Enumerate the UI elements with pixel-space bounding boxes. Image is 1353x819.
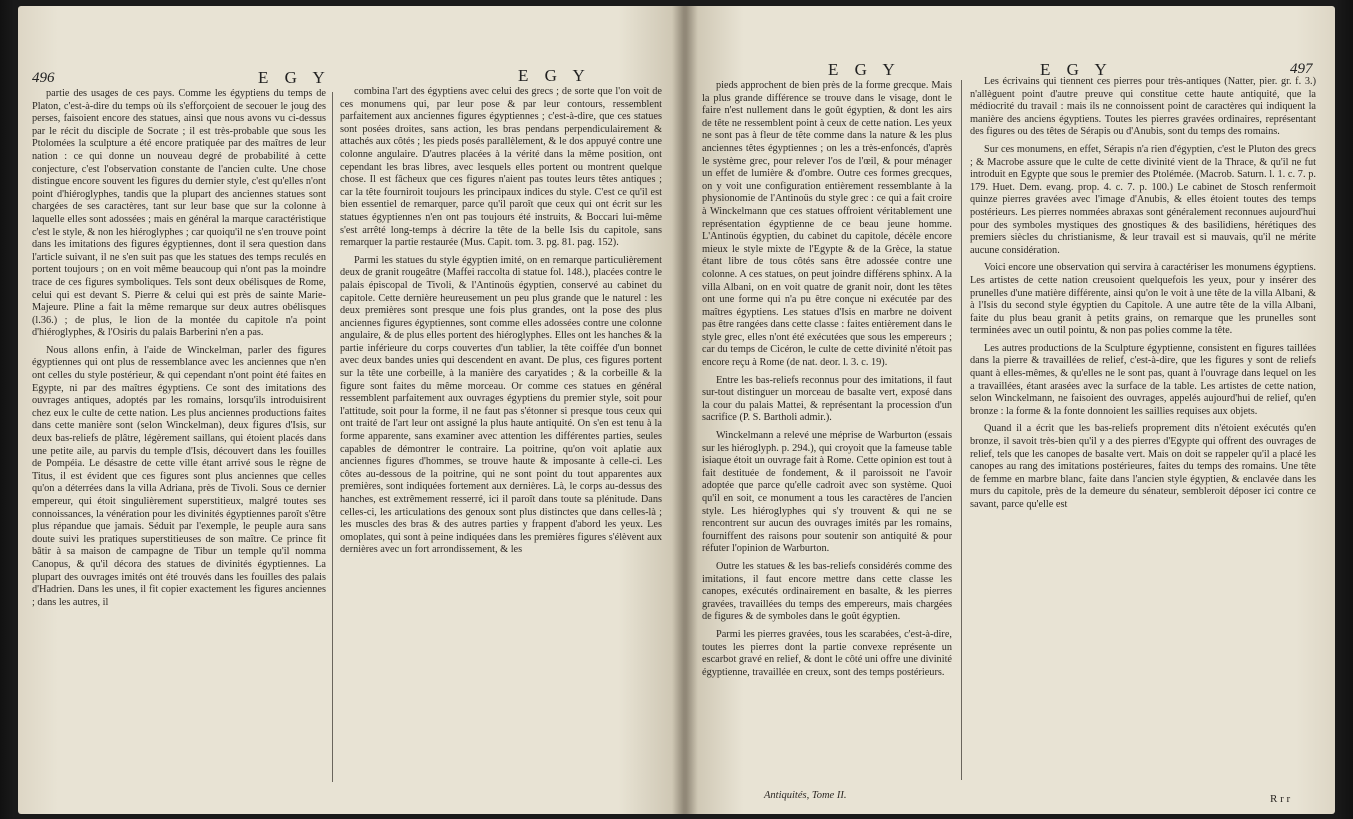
paragraph: Winckelmann a relevé une méprise de Warburton (essais sur les hiéroglyph. p. 294.), qui croyoit que la fameuse table isiaque étoit un ouvrage fait à Rome. Cette opinion est tout à fait destituée de fondement, & il paroissoit ne l'avoir adoptée que parce qu'elle cadroit avec son système. Quoi qu'il en soit, ce monument a tous les caractères de l'ancien style. Les hiéroglyphes qui s'y trouvent & qui ne se rencontrent sur aucun des ouvrages imités par les romains, fourniffent des raisons pour soutenir son antiquité & pour réfuter l'opinion de Warburton. (702, 430, 952, 555)
paragraph: Quand il a écrit que les bas-reliefs proprement dits n'étoient exécutés qu'en bronze, il savoit très-bien qu'il y a des pierres d'Egypte qui offrent des ouvrages de relief, tels que les canopes de basalte vert. Mais on doit se rappeler qu'il a placé les canopes au rang des imitations postérieures, faites du temps des romains. Une tête de femme en marbre blanc, faite dans l'ancien style égyptien, & enclavée dans les murs du capitole, près de la demeure du sénateur, sembleroit déposer ici contre ce savant, parce qu'elle est (970, 423, 1316, 510)
paragraph: Voici encore une observation qui servira à caractériser les monumens égyptiens. Les artistes de cette nation creusoient quelquefois les yeux, pour y insérer des prunelles d'une matière différente, ainsi qu'on le voit à une tête de la villa Albani, & à l'Isis du second style égyptien du Capitole. A une autre tête de la villa Albani, faite du plus beau granit à petits grains, on remarque que les prunelles sont terminées avec un outil pointu, & non pas polies comme la tête. (970, 262, 1316, 337)
column-rule (961, 80, 962, 780)
paragraph: Parmi les pierres gravées, tous les scarabées, c'est-à-dire, toutes les pierres dont la partie convexe représente un escarbot gravé en relief, & dont le côté uni offre une divinité égyptienne, travaillée en creux, sont des temps postérieurs. (702, 628, 952, 678)
paragraph: Les autres productions de la Sculpture égyptienne, consistent en figures taillées dans la pierre & travaillées de relief, c'est-à-dire, que les figures y sont de reliefs quant à elles-mêmes, & qu'elles ne le sont pas, quant à l'ouvrage dans lequel on les a travaillées, étant arasées avec la surface de la table. Les artistes de cette nation, selon Winckelmann, ne faisoient des ouvrages, appelés aujourd'hui de relief, qu'en bronze : la forme & la fonte donnoient les saillies requises aux objets. (970, 342, 1316, 417)
paragraph: Parmi les statues du style égyptien imité, on en remarque particulièrement deux de granit rougeâtre (Maffei raccolta di statue fol. 148.), placées contre le palais épiscopal de Tivoli, & l'Antinoüs égyptien, conservé au cabinet du capitole. Cette dernière heureusement un peu plus grande que le naturel : les deux premières sont presque une fois plus grandes, ont la pose des plus anciennes figures égyptiennes, sont comme elles adossées contre une colonne angulaire, & de plus elles portent des hiéroglyphes. Elles ont les hanches & la partie inférieure du corps couvertes d'un tablier, la tête coiffée d'un bonnet avec deux bandes unies qui descendent en avant. De plus, ces figures portent sur la tête une corbeille, à la manière des caryatides ; & la corbeille & la figure sont faites du même morceau. Or comme ces statues en général ressemblent parfaitement aux ouvrages égyptiens du premier style, soit pour l'attitude, soit pour la forme, il ne faut pas s'étonner si presque tous ceux qui ont traité de l'art leur ont assigné la plus haute antiquité. On s'en est tenu à la forme apparente, sans examiner avec attention les différentes parties, seules capables de démontrer le contraire. La poitrine, qu'on voit aplatie aux anciennes figures d'hommes, se trouve haute & imposante à celle-ci. Les côtes au-dessous de la poitrine, qui ne sont point du tout apparentes aux premières, sont indiquées fortement aux dernières. Là, le corps au-dessus des hanches, est extrêmement resserré, ici il paroît dans toute sa plénitude. Dans celles-ci, les articulations des genoux sont plus distinctes que dans celles-là ; les muscles des bras & des autres parties y frappent d'abord les yeux. Les omoplates, qui sont à peine indiquées dans les premières figures s'élèvent aux dernières avec un fort arrondissement, & les (340, 254, 662, 556)
right-column-2 (970, 76, 1316, 788)
left-column-2 (340, 86, 662, 786)
paragraph: pieds approchent de bien près de la forme grecque. Mais la plus grande différence se trouve dans le visage, dont le faire n'est nullement dans le goût égyptien, & dont les airs de tête ne ressemblent point à ceux de cette nation. Les yeux ne sont pas à fleur de tête comme dans la nature & les plus anciennes têtes égyptiennes ; on les a très-enfoncés, d'après le système grec, pour relever l'os de l'œil, & pour ménager un effet de lumière & d'ombre. Outre ces formes grecques, on y voit une configuration entièrement ressemblante à la physionomie de l'Antinoüs du style grec : ce qui a fait croire à Winckelmann que ces statues offroient véritablement une représentation égyptienne de ce beau jeune homme. L'Antinoüs égyptien, du cabinet du capitole, décèle encore mieux le style mixte de l'Egypte & de la Grèce, la statue étant libre de tous côtés sans être adossée contre une colonne. A ces statues, on peut joindre différens sphinx. A la villa Albani, on en voit quatre de granit noir, dont les têtes ont une forme qui n'a pu être conçue ni exécutée par des maîtres égyptiens. Les statues d'Isis en marbre ne doivent pas être rangées dans cette classe : faites entièrement dans le style grec, elles n'ont été exécutées que sous les empereurs ; car du temps de Cicéron, le culte de cette divinité n'étoit pas encore reçu à Rome (de nat. deor. l. 3. c. 19). (702, 80, 952, 369)
left-running-head-1: E G Y (258, 68, 331, 87)
page-footer: Antiquités, Tome II. (764, 790, 847, 801)
paragraph: Sur ces monumens, en effet, Sérapis n'a rien d'égyptien, c'est le Pluton des grecs ; & Macrobe assure que le culte de cette divinité vient de la Thrace, & qu'il ne fut introduit en Egypte que sous le premier des Ptolémée. (Macrob. Saturn. l. 1. c. 7. p. 179. Huet. Dem. evang. prop. 4. c. 7. p. 100.) Le cabinet de Stosch renfermoit quinze pierres gravées avec l'image d'Anubis, & elles étoient toutes des temps postérieurs. Les pierres nommées abraxas sont généralement reconnues aujourd'hui pour des symboles mystiques des gnostiques & des basilidiens, hérétiques des premiers siècles du christianisme, & leur travail est si mauvais, qu'il ne mérite aucune considération. (970, 143, 1316, 256)
paragraph: Nous allons enfin, à l'aide de Winckelman, parler des figures égyptiennes qui ont plus de ressemblance avec les anciennes que n'en ont celles du style postérieur, & qui cependant n'ont point été faites en Egypte, ni par des maîtres égyptiens. Ce sont des imitations des ouvrages antiques, adoptés par les romains, lorsqu'ils introduisirent chez eux le culte de cette nation. Les plus anciennes productions faites dans cette manière sont (selon Winckelman), deux figures d'Isis, sur deux bas-reliefs de plâtre, légèrement saillans, qui étoient placés dans une petite aile, au parvis du temple d'Isis, découvert dans les fouilles de Pompéia. Le désastre de cette ville étant arrivé sous le règne de Titus, il est évident que ces figures sont plus anciennes que celles qu'on a déterrées dans la villa Adriana, près de Tivoli. Sous ce dernier empereur, qui étoit singulièrement superstitieux, malgré toutes ses connoissances, la vénération pour les divinités égyptiennes paroît s'être plus répandue que jamais. Séduit par l'exemple, le peuple aura sans doute suivi les pratiques superstitieuses de son maître. Ce prince fit bâtir à sa maison de campagne de Tibur un temple qu'il nomma Canopus, & qu'il décora des statues de divinités égyptiennes. La plupart des ouvrages imités ont été trouvés dans les fouilles des palais d'Hadrien. Dans les unes, il fit copier exactement les figures anciennes ; dans les autres, il (32, 344, 326, 608)
paragraph: Les écrivains qui tiennent ces pierres pour très-antiques (Natter, pier. gr. f. 3.) n'allèguent point d'autre preuve qui constitue cette haute antiquité, que la médiocrité du travail : mais ils ne connoissent point de caractères qui indiquent la manière des anciens égyptiens. Toutes les pierres gravées ordinaires, représentant des figures ou des têtes de Sérapis ou d'Anubis, sont du temps des romains. (970, 76, 1316, 138)
column-rule (332, 92, 333, 782)
right-running-head-2: E G Y (1040, 60, 1113, 79)
left-column-1 (32, 88, 326, 788)
paragraph: partie des usages de ces pays. Comme les égyptiens du temps de Platon, c'est-à-dire du temps où ils s'efforçoient de secouer le joug des perses, faisoient encore des statues, ainsi que nous avons vu ci-dessus par le récit du disciple de Socrate ; il est très-probable que sous les Ptolomées la sculpture a été encore pratiquée par des maîtres de leur nation : ce qui donne un nouveau degré de probabilité à cette conjecture, c'est l'observation constante de l'ancien culte. Une chose distingue encore souvent les figures du dernier style, c'est qu'elles n'ont point d'hiéroglyphes, tandis que la plupart des anciennes statues sont chargées de ses caractères, tant sur leur base que sur la colonne à laquelle elles sont adossées ; mais en général la marque caractéristique c'est le style, & non les hiéroglyphes ; car quoiqu'il ne s'en trouve point dans les imitations des figures égyptiennes, dont il sera question dans l'article suivant, il ne s'en suit pas que les statues des temps reculés en portent toujours ; on en voit même beaucoup qui n'ont pas la moindre trace de ces figures symboliques. Tels sont deux obélisques de Rome, celui qui est devant S. Pierre & celui qui est près de sainte Marie-Majeure. Pline a fait la même remarque sur deux autres obélisques (l.36.) ; de plus, le lion de la montée du capitole n'a point d'hiéroglyphes, & l'Osiris du palais Barberini n'en a pas. (32, 88, 326, 339)
left-running-head-2: E G Y (518, 66, 591, 85)
book-gutter (672, 6, 698, 814)
right-column-1 (702, 80, 952, 786)
paragraph: combina l'art des égyptiens avec celui des grecs ; de sorte que l'on voit de ces monumens qui, par leur pose & par leur contours, ressemblent parfaitement aux anciennes figures égyptiennes ; c'est-à-dire, que ces statues sont posées droites, sans action, les bras pendans perpendiculairement & attachés aux côtés ; les pieds posés parallèlement, & le dos appuyé contre une colonne angulaire. D'autres placées à la vérité dans la même position, ont cependant les bras libres, avec lesquels elles portent ou montrent quelque chose. Il est fâcheux que ces figures n'aient pas toutes leurs têtes antiques ; car la tête fourniroit toujours les principaux indices du style. C'est ce qu'il est bien essentiel de remarquer, parce qu'il paroît que ceux qui ont écrit sur les statues égyptiennes n'en ont pas toujours été instruits, & Boccari lui-même s'est arrêté long-temps à décrire la tête de la belle Isis du capitole, sans remarquer la partie restaurée (Mus. Capit. tom. 3. pg. 81. pag. 152). (340, 86, 662, 249)
right-running-head-1: E G Y (828, 60, 901, 79)
paragraph: Entre les bas-reliefs reconnus pour des imitations, il faut sur-tout distinguer un morceau de basalte vert, exposé dans la cour du palais Mattei, & représentant la procession d'un sacrifice (P. S. Bartholi admir.). (702, 374, 952, 424)
left-page-number: 496 (32, 70, 55, 86)
signature-mark: R r r (1270, 793, 1291, 805)
right-page-number: 497 (1290, 61, 1313, 77)
paragraph: Outre les statues & les bas-reliefs considérés comme des imitations, il faut encore mettre dans cette classe les canopes, exécutés ordinairement en basalte, & les pierres gravées, travaillées du temps des empereurs, mais chargées de figures & de symboles dans le goût égyptien. (702, 560, 952, 623)
